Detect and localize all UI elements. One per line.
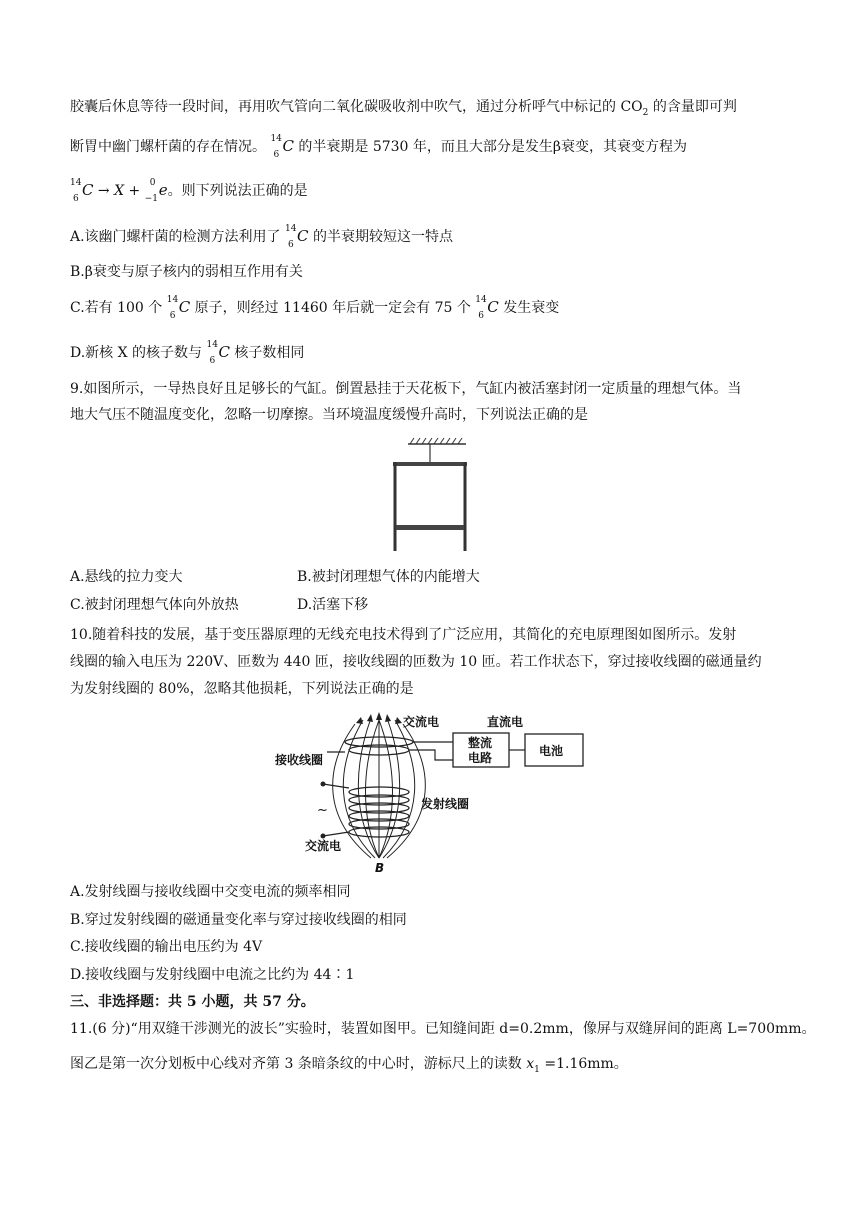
q9-option-d: D.活塞下移 (297, 597, 369, 613)
nuclide-c14: 14 6 C (70, 178, 94, 204)
section-heading: 三、非选择题：共 5 小题，共 57 分。 (70, 994, 315, 1010)
q10-stem-line-3: 为发射线圈的 80%，忽略其他损耗，下列说法正确的是 (70, 681, 414, 697)
label-ac-bottom: 交流电 (305, 839, 342, 853)
q10-option-b: B.穿过发射线圈的磁通量变化率与穿过接收线圈的相同 (70, 912, 407, 928)
nuclide-c14: 14 6 C (166, 295, 191, 321)
q9-stem-line-2: 地大气压不随温度变化，忽略一切摩擦。当环境温度缓慢升高时，下列说法正确的是 (70, 407, 588, 423)
label-field-b: B (375, 861, 385, 875)
intro-line-1 (70, 97, 737, 123)
electron-symbol: 0 −1 e (144, 178, 168, 204)
intro-text: 的含量即可判 (648, 99, 737, 115)
q10-option-c: C.接收线圈的输出电压约为 4V (70, 939, 263, 955)
cylinder-icon (393, 462, 467, 551)
q8-option-a: A.该幽门螺杆菌的检测方法利用了 14 6 C 的半衰期较短这一特点 (70, 224, 453, 250)
q10-option-a: A.发射线圈与接收线圈中交变电流的频率相同 (70, 884, 351, 900)
q9-option-a: A.悬线的拉力变大 (70, 569, 183, 585)
decay-equation (70, 178, 308, 204)
q8-option-b: B.β衰变与原子核内的弱相互作用有关 (70, 264, 303, 280)
intro-text: 的半衰期是 5730 年，而且大部分是发生β衰变，其衰变方程为 (293, 139, 688, 155)
label-dc: 直流电 (487, 715, 524, 729)
nuclide-c14: 14 6 C (270, 134, 294, 160)
q11-stem-line-2: 图乙是第一次分划板中心线对齐第 3 条暗条纹的中心时，游标尺上的读数 $x_1 =1.16mm$。 (70, 1056, 628, 1075)
q8-option-d: D.新核 X 的核子数与 14 6 C 核子数相同 (70, 340, 305, 366)
ceiling-icon (408, 438, 466, 444)
q10-stem-line-2: 线圈的输入电压为 220V、匝数为 440 匝，接收线圈的匝数为 10 匝。若工作状态下，穿过接收线圈的磁通量约 (70, 654, 762, 670)
nuclide-c14: 14 6 C (475, 295, 499, 321)
piston-icon (396, 525, 464, 530)
q9-option-b: B.被封闭理想气体的内能增大 (297, 569, 480, 585)
q9-option-c: C.被封闭理想气体向外放热 (70, 597, 239, 613)
nuclide-c14: 14 6 C (285, 224, 309, 250)
label-transmitter: 发射线圈 (421, 797, 470, 811)
q10-option-d: D.接收线圈与发射线圈中电流之比约为 44∶1 (70, 967, 355, 983)
q9-stem-line-1: 9.如图所示，一导热良好且足够长的气缸。倒置悬挂于天花板下，气缸内被活塞封闭一定质量的理想气体。当 (70, 381, 742, 397)
q11-stem-line-1: 11.(6 分)“用双缝干涉测光的波长”实验时，装置如图甲。已知缝间距 d=0.2mm，像屏与双缝屏间的距离 L=700mm。 (70, 1021, 816, 1037)
intro-text: 胶囊后休息等待一段时间，再用吹气管向二氧化碳吸收剂中吹气，通过分析呼气中标记的 CO (70, 99, 643, 115)
equation-text: → X + (93, 183, 145, 199)
q9-cylinder-figure (380, 436, 480, 556)
q10-wireless-charging-figure (275, 708, 595, 880)
q8-option-c: C.若有 100 个 14 6 C 原子，则经过 11460 年后就一定会有 75 个 14 6 C 发生衰变 (70, 295, 560, 321)
equation-text: 。则下列说法正确的是 (167, 183, 308, 199)
label-ac-top: 交流电 (403, 715, 440, 729)
nuclide-c14: 14 6 C (206, 340, 230, 366)
label-rectifier-1: 整流 (468, 736, 493, 750)
intro-text: 断胃中幽门螺杆菌的存在情况。 (70, 139, 266, 155)
q10-stem-line-1: 10.随着科技的发展，基于变压器原理的无线充电技术得到了广泛应用，其简化的充电原理图如图所示。发射 (70, 627, 737, 643)
label-rectifier-2: 电路 (468, 751, 493, 765)
label-tilde: ~ (317, 803, 328, 818)
co2-subscript: 2 (642, 107, 649, 118)
intro-line-2 (70, 134, 688, 160)
label-battery: 电池 (539, 744, 564, 758)
label-receiver: 接收线圈 (275, 753, 324, 767)
